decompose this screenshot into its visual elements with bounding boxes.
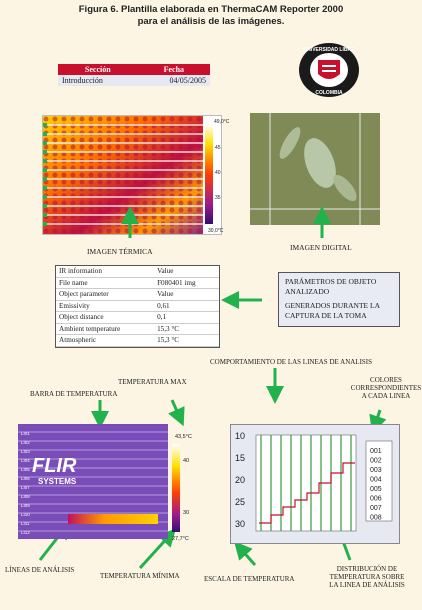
label-dist-2: TEMPERATURA SOBRE xyxy=(329,573,405,581)
flir-tick-30: 30 xyxy=(183,510,190,516)
chart-legend-item: 004 xyxy=(370,476,382,484)
thermal-tick-45: 45 xyxy=(215,145,221,151)
chart-y-tick: 10 xyxy=(235,431,246,441)
info-value: 0,61 xyxy=(154,300,219,312)
params-line-4: CAPTURA DE LA TOMA xyxy=(285,311,367,320)
thermal-image xyxy=(43,116,230,234)
info-key: IR information xyxy=(56,266,154,277)
flir-line-label: LI12 xyxy=(21,530,30,535)
ir-info-table xyxy=(55,265,220,348)
info-value: 15,3 °C xyxy=(154,335,219,347)
label-barra: BARRA DE TEMPERATURA xyxy=(30,390,118,398)
label-colores xyxy=(350,376,422,400)
flir-scale-max: 43,5°C xyxy=(175,434,192,440)
chart-legend-item: 007 xyxy=(370,505,382,512)
chart-legend-item: 003 xyxy=(370,467,382,474)
thermal-line-marker xyxy=(43,204,47,208)
label-imagen-termica: IMAGEN TÉRMICA xyxy=(87,247,153,256)
flir-line-label: LI11 xyxy=(21,521,30,526)
info-key: Ambient temperature xyxy=(56,323,154,335)
info-row xyxy=(56,323,219,335)
label-comportamiento: COMPORTAMIENTO DE LAS LINEAS DE ANALISIS xyxy=(210,358,373,366)
flir-line-label: LI10 xyxy=(21,512,30,517)
label-colores-1: COLORES xyxy=(370,376,402,384)
chart-legend-item: 005 xyxy=(370,486,382,493)
info-row xyxy=(56,335,219,347)
info-row xyxy=(56,266,219,277)
label-dist-1: DISTRIBUCIÓN DE xyxy=(336,565,398,573)
flir-line-label: LI02 xyxy=(21,440,30,445)
params-line-3: GENERADOS DURANTE LA xyxy=(285,301,380,310)
section-value: Introducción xyxy=(58,75,138,86)
chart-y-tick: 30 xyxy=(235,519,246,529)
thermal-line-marker xyxy=(43,177,47,181)
digital-image xyxy=(250,113,380,225)
logo-top-text: UNIVERSIDAD LIBRE xyxy=(303,47,355,53)
info-key: Object distance xyxy=(56,312,154,324)
col-date-header: Fecha xyxy=(138,64,210,75)
chart-legend-item: 002 xyxy=(370,457,382,465)
flir-line-label: LI04 xyxy=(21,458,30,463)
caption-line-2: para el análisis de las imágenes. xyxy=(137,16,285,27)
params-line-2: ANALIZADO xyxy=(285,287,330,296)
info-row xyxy=(56,312,219,324)
thermal-line-marker xyxy=(43,132,47,136)
thermal-line-marker xyxy=(43,213,47,217)
flir-line-label: LI09 xyxy=(21,503,30,508)
col-section-header: Sección xyxy=(58,64,138,75)
temperature-line-chart xyxy=(231,425,399,543)
chart-y-tick: 20 xyxy=(235,475,246,485)
chart-panel xyxy=(230,424,400,544)
params-line-1: PARÁMETROS DE OBJETO xyxy=(285,277,377,286)
thermal-image-panel xyxy=(42,115,230,235)
flir-sub: SYSTEMS xyxy=(38,477,77,486)
thermal-line-marker xyxy=(43,222,47,226)
thermal-line-marker xyxy=(43,141,47,145)
chart-legend-item: 001 xyxy=(370,448,382,455)
thermal-line-marker xyxy=(43,186,47,190)
info-value: F080401 img xyxy=(154,277,219,289)
label-escala: ESCALA DE TEMPERATURA xyxy=(204,575,295,583)
arrow-temp-max xyxy=(172,400,180,418)
info-row xyxy=(56,300,219,312)
flir-line-label: LI06 xyxy=(21,476,30,481)
label-lineas: LÍNEAS DE ANÁLISIS xyxy=(5,566,75,574)
date-value: 04/05/2005 xyxy=(138,75,210,86)
info-key: Atmospheric xyxy=(56,335,154,347)
info-key: Emissivity xyxy=(56,300,154,312)
flir-brand: FLIR xyxy=(32,455,77,477)
thermal-line-marker xyxy=(43,195,47,199)
logo-bottom-text: COLOMBIA xyxy=(315,90,343,96)
label-temp-max: TEMPERATURA MAX xyxy=(118,378,187,386)
label-dist-3: LA LINEA DE ANÁLISIS xyxy=(329,581,405,589)
thermal-tick-35: 35 xyxy=(215,195,221,201)
chart-legend-item: 008 xyxy=(370,514,382,522)
flir-line-label: LI03 xyxy=(21,449,30,454)
label-temp-min: TEMPERATURA MÍNIMA xyxy=(100,572,180,580)
flir-image xyxy=(18,424,196,542)
info-value: Value xyxy=(154,289,219,301)
thermal-line-marker xyxy=(43,168,47,172)
university-logo xyxy=(298,42,360,98)
label-colores-3: A CADA LINEA xyxy=(361,392,411,400)
figure-caption xyxy=(0,4,422,28)
info-value: 0,1 xyxy=(154,312,219,324)
info-key: File name xyxy=(56,277,154,289)
thermal-line-marker xyxy=(43,150,47,154)
flir-line-label: LI07 xyxy=(21,485,30,490)
info-row xyxy=(56,277,219,289)
thermal-line-marker xyxy=(43,123,47,127)
thermal-tick-40: 40 xyxy=(215,170,221,176)
info-value: 15,3 °C xyxy=(154,323,219,335)
info-key: Object parameter xyxy=(56,289,154,301)
flir-line-label: LI01 xyxy=(21,431,30,436)
thermal-line-marker xyxy=(43,159,47,163)
info-value: Value xyxy=(154,266,219,277)
arrow-escala xyxy=(240,548,255,565)
section-date-table xyxy=(58,64,210,86)
label-colores-2: CORRESPONDIENTES xyxy=(350,384,422,392)
label-distribucion xyxy=(322,565,412,589)
chart-y-tick: 25 xyxy=(235,497,246,507)
arrow-colores xyxy=(375,410,380,425)
flir-line-label: LI08 xyxy=(21,494,30,499)
info-row xyxy=(56,289,219,301)
flir-scale-min: 27,7°C xyxy=(172,536,189,542)
flir-tick-40: 40 xyxy=(183,458,190,464)
chart-y-tick: 15 xyxy=(235,453,246,463)
thermal-scale-min: 30,0°C xyxy=(208,228,224,234)
flir-line-label: LI05 xyxy=(21,467,30,472)
params-box xyxy=(278,272,400,327)
label-imagen-digital: IMAGEN DIGITAL xyxy=(290,243,352,252)
caption-line-1: Figura 6. Plantilla elaborada en ThermaCAM Reporter 2000 xyxy=(78,4,344,15)
chart-legend-item: 006 xyxy=(370,495,382,503)
thermal-scale-max: 49,0°C xyxy=(214,119,230,125)
